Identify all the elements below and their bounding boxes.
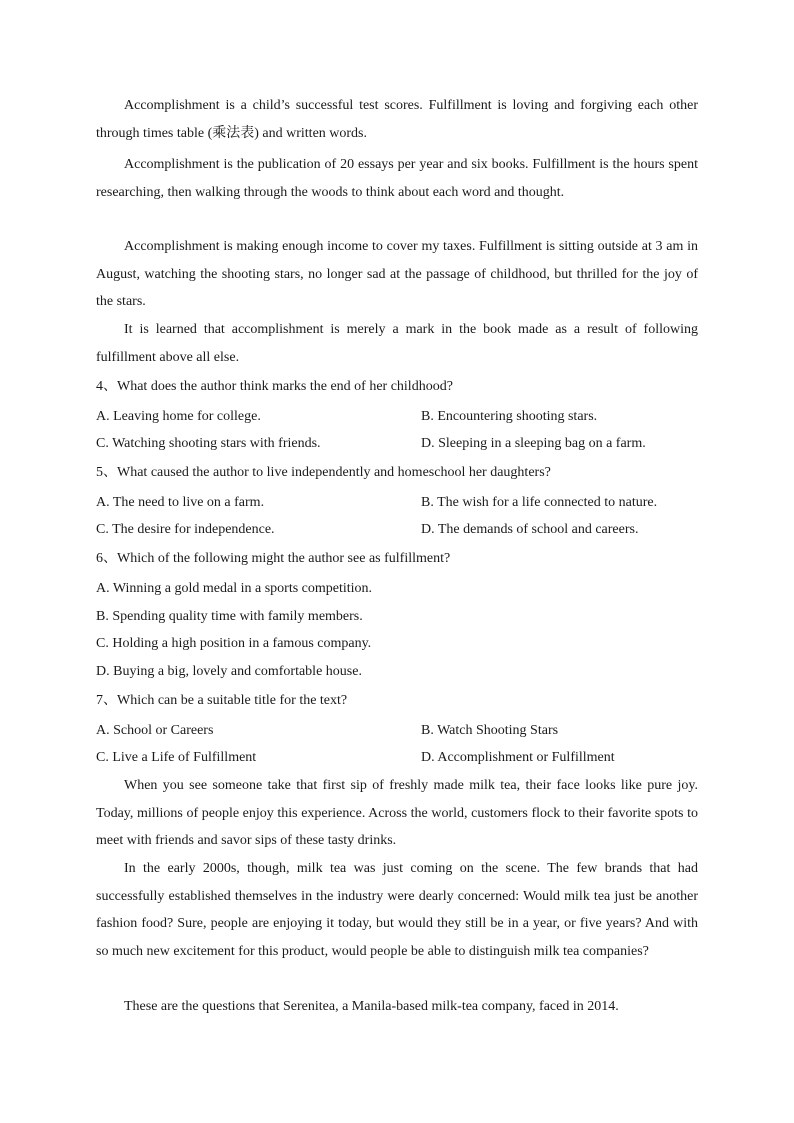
question-7-stem: 7、Which can be a suitable title for the text?	[96, 693, 348, 708]
question-6-option-b[interactable]: B. Spending quality time with family members.	[96, 609, 363, 624]
question-5-stem: 5、What caused the author to live independently and homeschool her daughters?	[96, 465, 551, 480]
question-6-option-c[interactable]: C. Holding a high position in a famous company.	[96, 636, 372, 651]
question-6-option-d[interactable]: D. Buying a big, lovely and comfortable house.	[96, 664, 362, 679]
paragraph-accomplishment-1: Accomplishment is a child’s successful test scores. Fulfillment is loving and forgiving each other through times table (乘法表) and written words.	[96, 98, 698, 141]
paragraph-milk-tea-1: When you see someone take that first sip of freshly made milk tea, their face looks like pure joy. Today, millions of people enjoy this experience. Across the world, customers flock to their favorite spots to meet with friends and savor sips of these tasty drinks.	[96, 778, 698, 849]
paragraph-accomplishment-4: It is learned that accomplishment is merely a mark in the book made as a result of following fulfillment above all else.	[96, 322, 698, 365]
paragraph-milk-tea-2: In the early 2000s, though, milk tea was just coming on the scene. The few brands that had successfully established themselves in the industry were dearly concerned: Would milk tea just be another fashion food? Sure, people are enjoying it today, but would they still be in a year, or five years? And with so much new excitement for this product, would people be able to distinguish milk tea companies?	[96, 861, 698, 959]
question-4-option-c[interactable]: C. Watching shooting stars with friends.	[96, 436, 321, 451]
question-7-option-a[interactable]: A. School or Careers	[96, 723, 214, 738]
question-7-option-d[interactable]: D. Accomplishment or Fulfillment	[421, 750, 615, 765]
question-6-stem: 6、Which of the following might the author see as fulfillment?	[96, 551, 451, 566]
question-4-option-b[interactable]: B. Encountering shooting stars.	[421, 409, 598, 424]
question-4-option-d[interactable]: D. Sleeping in a sleeping bag on a farm.	[421, 436, 646, 451]
question-5-option-a[interactable]: A. The need to live on a farm.	[96, 495, 265, 510]
question-5-option-b[interactable]: B. The wish for a life connected to nature.	[421, 495, 658, 510]
question-7-option-b[interactable]: B. Watch Shooting Stars	[421, 723, 559, 738]
question-5-option-c[interactable]: C. The desire for independence.	[96, 522, 275, 537]
paragraph-milk-tea-3: These are the questions that Serenitea, a Manila-based milk-tea company, faced in 2014.	[124, 999, 619, 1014]
question-7-option-c[interactable]: C. Live a Life of Fulfillment	[96, 750, 257, 765]
question-4-option-a[interactable]: A. Leaving home for college.	[96, 409, 261, 424]
question-5-option-d[interactable]: D. The demands of school and careers.	[421, 522, 639, 537]
paragraph-accomplishment-2: Accomplishment is the publication of 20 essays per year and six books. Fulfillment is the hours spent researching, then walking through the woods to think about each word and thought.	[96, 157, 698, 200]
question-4-stem: 4、What does the author think marks the end of her childhood?	[96, 379, 453, 394]
question-6-option-a[interactable]: A. Winning a gold medal in a sports competition.	[96, 581, 373, 596]
paragraph-accomplishment-3: Accomplishment is making enough income to cover my taxes. Fulfillment is sitting outside at 3 am in August, watching the shooting stars, no longer sad at the passage of childhood, but thrilled for the joy of the stars.	[96, 239, 698, 310]
